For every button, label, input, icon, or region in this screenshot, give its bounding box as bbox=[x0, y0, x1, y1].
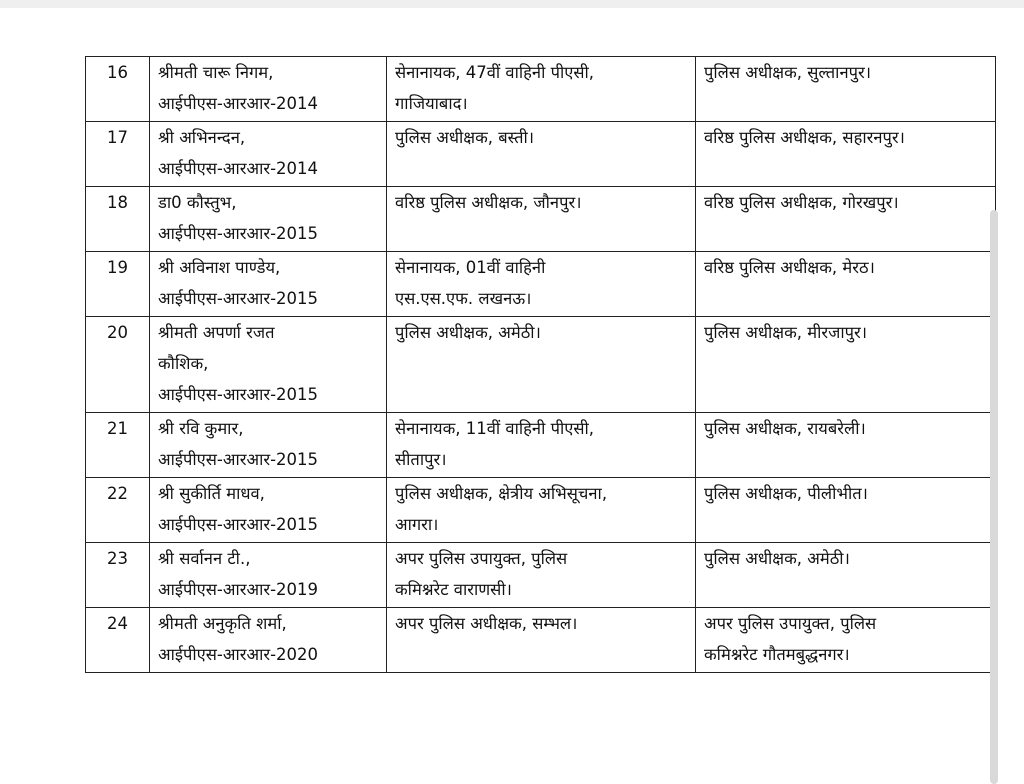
new-posting-line: कमिश्नरेट गौतमबुद्धनगर। bbox=[704, 645, 850, 664]
serial-number-cell: 20 bbox=[86, 317, 150, 413]
current-posting-line: सीतापुर। bbox=[395, 450, 447, 469]
officer-name-cell bbox=[150, 57, 387, 122]
new-posting-cell bbox=[696, 187, 996, 252]
new-posting-line: पुलिस अधीक्षक, सुल्तानपुर। bbox=[704, 63, 871, 82]
table-row bbox=[86, 608, 996, 673]
current-posting-line: पुलिस अधीक्षक, बस्ती। bbox=[395, 128, 535, 147]
serial-number-cell: 23 bbox=[86, 543, 150, 608]
current-posting-line: सेनानायक, 47वीं वाहिनी पीएसी, bbox=[395, 63, 595, 82]
current-posting-line: वरिष्ठ पुलिस अधीक्षक, जौनपुर। bbox=[395, 193, 582, 212]
officer-name-line: श्रीमती चारू निगम, bbox=[158, 63, 274, 82]
officer-name-line: आईपीएस-आरआर-2015 bbox=[158, 289, 319, 308]
officer-name-line: श्रीमती अनुकृति शर्मा, bbox=[158, 614, 287, 633]
current-posting-cell bbox=[387, 122, 696, 187]
officer-name-cell bbox=[150, 543, 387, 608]
officer-name-line: आईपीएस-आरआर-2014 bbox=[158, 159, 319, 178]
officer-name-line: आईपीएस-आरआर-2015 bbox=[158, 385, 319, 404]
officer-name-line: आईपीएस-आरआर-2015 bbox=[158, 515, 319, 534]
new-posting-line: वरिष्ठ पुलिस अधीक्षक, गोरखपुर। bbox=[704, 193, 899, 212]
table-row bbox=[86, 317, 996, 413]
serial-number-cell: 22 bbox=[86, 478, 150, 543]
serial-number-cell: 24 bbox=[86, 608, 150, 673]
new-posting-cell bbox=[696, 608, 996, 673]
new-posting-line: वरिष्ठ पुलिस अधीक्षक, सहारनपुर। bbox=[704, 128, 905, 147]
current-posting-cell bbox=[387, 543, 696, 608]
current-posting-cell bbox=[387, 478, 696, 543]
officer-name-cell bbox=[150, 187, 387, 252]
new-posting-cell bbox=[696, 57, 996, 122]
new-posting-line: वरिष्ठ पुलिस अधीक्षक, मेरठ। bbox=[704, 258, 875, 277]
officer-name-line: श्री रवि कुमार, bbox=[158, 419, 244, 438]
officer-name-cell bbox=[150, 608, 387, 673]
current-posting-cell bbox=[387, 187, 696, 252]
serial-number-cell: 18 bbox=[86, 187, 150, 252]
table-row bbox=[86, 187, 996, 252]
current-posting-line: सेनानायक, 01वीं वाहिनी bbox=[395, 258, 546, 277]
current-posting-line: आगरा। bbox=[395, 515, 439, 534]
officer-name-line: श्री अभिनन्दन, bbox=[158, 128, 246, 147]
officer-name-line: आईपीएस-आरआर-2015 bbox=[158, 450, 319, 469]
table-row bbox=[86, 57, 996, 122]
officer-name-line: श्री सुकीर्ति माधव, bbox=[158, 484, 265, 503]
serial-number-cell: 16 bbox=[86, 57, 150, 122]
table-row bbox=[86, 252, 996, 317]
serial-number-cell: 17 bbox=[86, 122, 150, 187]
table-row bbox=[86, 413, 996, 478]
officer-name-cell bbox=[150, 478, 387, 543]
new-posting-cell bbox=[696, 252, 996, 317]
current-posting-line: गाजियाबाद। bbox=[395, 94, 468, 113]
officer-name-line: आईपीएस-आरआर-2020 bbox=[158, 645, 319, 664]
current-posting-cell bbox=[387, 252, 696, 317]
new-posting-cell bbox=[696, 317, 996, 413]
current-posting-line: कमिश्नरेट वाराणसी। bbox=[395, 580, 512, 599]
current-posting-line: अपर पुलिस अधीक्षक, सम्भल। bbox=[395, 614, 578, 633]
officer-name-cell bbox=[150, 252, 387, 317]
new-posting-line: पुलिस अधीक्षक, रायबरेली। bbox=[704, 419, 866, 438]
officer-name-line: आईपीएस-आरआर-2015 bbox=[158, 224, 319, 243]
table-row bbox=[86, 122, 996, 187]
serial-number-cell: 19 bbox=[86, 252, 150, 317]
new-posting-line: पुलिस अधीक्षक, अमेठी। bbox=[704, 549, 850, 568]
serial-number-cell: 21 bbox=[86, 413, 150, 478]
officer-name-cell bbox=[150, 413, 387, 478]
current-posting-line: पुलिस अधीक्षक, क्षेत्रीय अभिसूचना, bbox=[395, 484, 608, 503]
current-posting-line: अपर पुलिस उपायुक्त, पुलिस bbox=[395, 549, 568, 568]
current-posting-cell bbox=[387, 57, 696, 122]
officer-name-line: श्रीमती अपर्णा रजत bbox=[158, 323, 275, 342]
new-posting-line: अपर पुलिस उपायुक्त, पुलिस bbox=[704, 614, 877, 633]
table-body bbox=[86, 57, 996, 673]
table-row bbox=[86, 478, 996, 543]
scrollbar[interactable] bbox=[990, 210, 998, 784]
current-posting-cell bbox=[387, 413, 696, 478]
officer-name-cell bbox=[150, 317, 387, 413]
top-band bbox=[0, 0, 1024, 8]
new-posting-cell bbox=[696, 413, 996, 478]
current-posting-line: एस.एस.एफ. लखनऊ। bbox=[395, 289, 532, 308]
current-posting-cell bbox=[387, 317, 696, 413]
new-posting-cell bbox=[696, 122, 996, 187]
new-posting-cell bbox=[696, 543, 996, 608]
new-posting-line: पुलिस अधीक्षक, मीरजापुर। bbox=[704, 323, 868, 342]
officer-name-cell bbox=[150, 122, 387, 187]
transfer-table bbox=[85, 56, 996, 673]
officer-name-line: आईपीएस-आरआर-2019 bbox=[158, 580, 319, 599]
new-posting-line: पुलिस अधीक्षक, पीलीभीत। bbox=[704, 484, 868, 503]
current-posting-line: सेनानायक, 11वीं वाहिनी पीएसी, bbox=[395, 419, 595, 438]
current-posting-line: पुलिस अधीक्षक, अमेठी। bbox=[395, 323, 541, 342]
new-posting-cell bbox=[696, 478, 996, 543]
officer-name-line: श्री अविनाश पाण्डेय, bbox=[158, 258, 281, 277]
officer-name-line: डा0 कौस्तुभ, bbox=[158, 193, 237, 212]
officer-name-line: श्री सर्वानन टी., bbox=[158, 549, 251, 568]
current-posting-cell bbox=[387, 608, 696, 673]
table-row bbox=[86, 543, 996, 608]
officer-name-line: आईपीएस-आरआर-2014 bbox=[158, 94, 319, 113]
officer-name-line: कौशिक, bbox=[158, 354, 209, 373]
